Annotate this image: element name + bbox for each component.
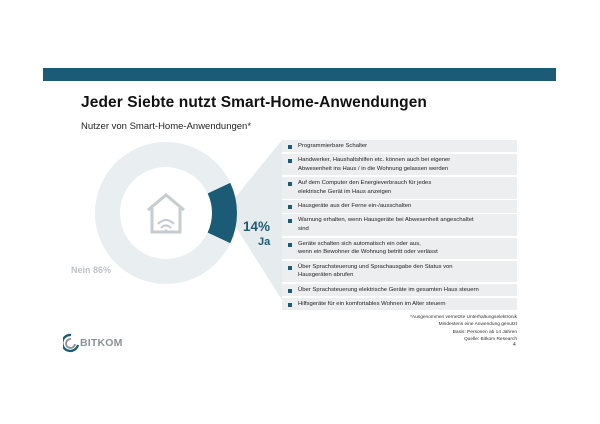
list-item bbox=[282, 140, 517, 152]
list-item bbox=[282, 298, 517, 310]
ja-percent-label: 14% bbox=[243, 219, 271, 234]
bullet-icon bbox=[288, 159, 292, 163]
page-subtitle: Nutzer von Smart-Home-Anwendungen* bbox=[81, 121, 252, 132]
list-item bbox=[282, 238, 517, 259]
bullet-icon bbox=[288, 289, 292, 293]
bullet-icon bbox=[288, 243, 292, 247]
list-item-text: Geräte schalten sich automatisch ein oder aus, wenn ein Bewohner die Wohnung betritt oder verlässt bbox=[298, 240, 438, 256]
bullet-icon bbox=[288, 219, 292, 223]
donut-slice-ja bbox=[208, 183, 237, 243]
bullet-icon bbox=[288, 205, 292, 209]
list-item-text: Hilfsgeräte für ein komfortables Wohnen im Alter steuern bbox=[298, 300, 446, 307]
donut-slices bbox=[95, 142, 237, 284]
donut-slice-nein bbox=[95, 142, 230, 284]
list-item-text: Handwerker, Haushaltshilfen etc. können auch bei eigener Abwesenheit ins Haus / in die Wohnung gelassen werden bbox=[298, 156, 451, 172]
page-number: 4 bbox=[513, 342, 516, 348]
list-item bbox=[282, 284, 517, 296]
list-item bbox=[282, 200, 517, 212]
list-item bbox=[282, 214, 517, 235]
list-item-text: Über Sprachsteuerung elektrische Geräte im gesamten Haus steuern bbox=[298, 286, 479, 293]
usage-list bbox=[282, 140, 517, 312]
bitkom-logo-icon bbox=[63, 333, 79, 353]
list-item-text: Über Sprachsteuerung und Sprachausgabe den Status von Hausgeräten abrufen bbox=[298, 263, 453, 279]
nein-label: Nein 86% bbox=[71, 265, 112, 275]
list-item-text: Auf dem Computer den Energieverbrauch für jedes elektrische Gerät im Haus anzeigen bbox=[298, 180, 432, 195]
bullet-icon bbox=[288, 182, 292, 186]
footnote: *Ausgenommen vernetzte Unterhaltungselektronik Mindestens eine Anwendung genutzt Basis: Personen ab 14 Jahren Quelle: Bitkom Research bbox=[410, 315, 517, 342]
bullet-icon bbox=[288, 303, 292, 307]
list-item bbox=[282, 261, 517, 282]
list-item-text: Programmierbare Schalter bbox=[298, 143, 368, 149]
ja-label: Ja bbox=[258, 236, 271, 248]
list-item-text: Hausgeräte aus der Ferne ein-/ausschalten bbox=[298, 203, 412, 210]
list-item bbox=[282, 154, 517, 175]
bitkom-logo-text: BITKOM bbox=[80, 337, 123, 349]
bullet-icon bbox=[288, 266, 292, 270]
page-title: Jeder Siebte nutzt Smart-Home-Anwendungen bbox=[81, 94, 427, 111]
list-item bbox=[282, 177, 517, 198]
list-item-text: Warnung erhalten, wenn Hausgeräte bei Abwesenheit angeschaltet sind bbox=[298, 217, 474, 232]
smart-home-house-icon bbox=[148, 195, 184, 233]
bullet-icon bbox=[288, 145, 292, 149]
